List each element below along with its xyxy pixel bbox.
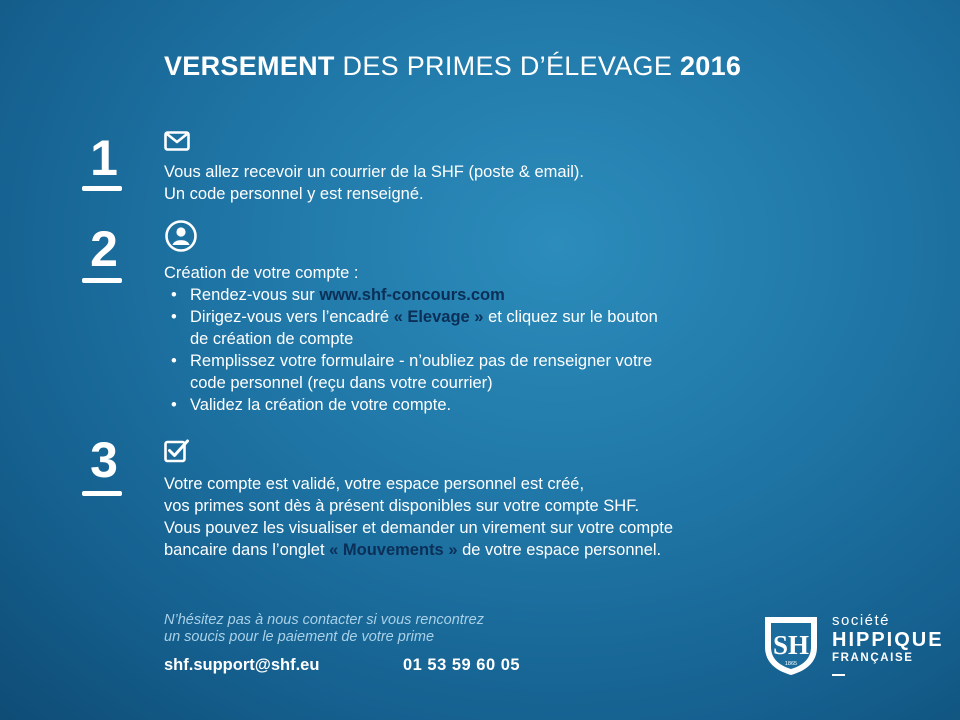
bullet-3-text: Remplissez votre formulaire - n’oubliez pas de renseigner votre	[190, 352, 653, 370]
step-3-line-4-before: bancaire dans l’onglet	[164, 541, 330, 559]
step-3-line-4	[164, 539, 673, 561]
step-3-line-3: Vous pouvez les visualiser et demander un virement sur votre compte	[164, 519, 674, 537]
bullet-4-text: Validez la création de votre compte.	[190, 396, 452, 414]
shield-letters: SH	[772, 630, 810, 660]
shield-year: 1865	[784, 661, 798, 667]
support-email[interactable]: shf.support@shf.eu	[164, 656, 320, 674]
envelope-icon	[164, 131, 190, 151]
title-middle: DES PRIMES D’ÉLEVAGE	[334, 51, 680, 81]
logo-wordmark	[832, 612, 944, 676]
contact-note-line-2: un soucis pour le paiement de votre prime	[164, 629, 435, 645]
mouvements-highlight: « Mouvements »	[329, 541, 458, 559]
logo-dash	[832, 674, 845, 676]
checkbox-icon	[164, 438, 190, 464]
website-link[interactable]: www.shf-concours.com	[319, 286, 505, 304]
elevage-highlight: « Elevage »	[393, 308, 484, 326]
user-circle-icon	[164, 219, 198, 253]
bullet-3-cont: code personnel (reçu dans votre courrier)	[190, 374, 493, 392]
step-3-text	[164, 473, 673, 561]
step-1-number: 1	[90, 130, 118, 186]
step-2-underline	[82, 278, 122, 283]
step-1-text	[164, 161, 584, 205]
logo-line-1: société	[832, 612, 891, 629]
step-1-line-2: Un code personnel y est renseigné.	[164, 185, 424, 203]
step-3-underline	[82, 491, 122, 496]
contact-note-line-1: N’hésitez pas à nous contacter si vous rencontrez	[164, 612, 484, 628]
contact-note	[164, 612, 484, 646]
step-2-text	[164, 262, 658, 416]
title-bold-start: VERSEMENT	[164, 51, 335, 81]
list-item	[164, 394, 658, 416]
list-item	[164, 284, 658, 306]
bullet-1-text: Rendez-vous sur	[190, 286, 320, 304]
step-3-line-2: vos primes sont dès à présent disponibles sur votre compte SHF.	[164, 497, 640, 515]
step-3-line-1: Votre compte est validé, votre espace personnel est créé,	[164, 475, 585, 493]
logo-line-2: HIPPIQUE	[832, 629, 944, 651]
page-title	[164, 49, 741, 83]
step-2-number: 2	[90, 221, 118, 277]
shf-shield-logo-icon	[761, 613, 821, 677]
list-item	[164, 306, 658, 350]
step-1-line-1: Vous allez recevoir un courrier de la SHF (poste & email).	[164, 163, 585, 181]
step-2-list	[164, 284, 658, 416]
bullet-2-after: et cliquez sur le bouton	[483, 308, 658, 326]
logo-line-3: FRANÇAISE	[832, 652, 914, 664]
bullet-2-cont: de création de compte	[190, 330, 354, 348]
support-phone[interactable]: 01 53 59 60 05	[403, 656, 521, 674]
list-item	[164, 350, 658, 394]
title-year: 2016	[679, 51, 742, 81]
step-3-number: 3	[90, 432, 118, 488]
step-2-intro: Création de votre compte :	[164, 264, 359, 282]
step-3-line-4-after: de votre espace personnel.	[457, 541, 662, 559]
step-1-underline	[82, 186, 122, 191]
bullet-2-text: Dirigez-vous vers l’encadré	[190, 308, 394, 326]
